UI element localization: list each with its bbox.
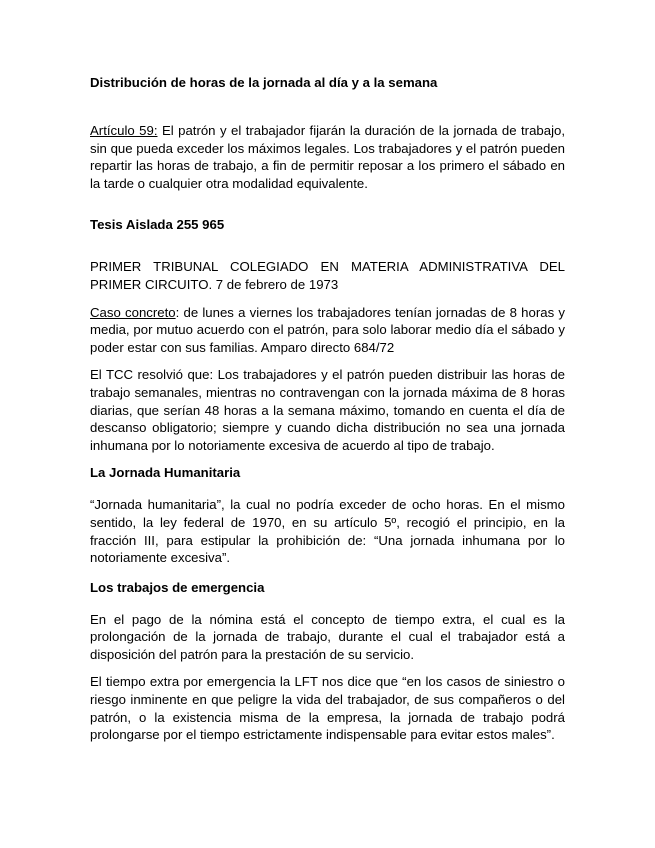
heading-jornada-humanitaria: La Jornada Humanitaria [90, 465, 241, 481]
heading-distribucion: Distribución de horas de la jornada al día y a la semana [90, 75, 438, 90]
paragraph-articulo-59 [90, 122, 565, 192]
caso-label: Caso concreto [90, 304, 176, 320]
heading-tesis-aislada: Tesis Aislada 255 965 [90, 217, 225, 233]
paragraph-tcc: El TCC resolvió que: Los trabajadores y el patrón pueden distribuir las horas de trabajo semanales, mientras no contravengan con la jornada máxima de 8 horas diarias, que serían 48 horas a la semana máximo, tomando en cuenta el día de descanso obligatorio; siempre y cuando dicha distribución no sea una jornada inhumana por lo notoriamente excesiva de acuerdo al tipo de trabajo. [90, 367, 565, 453]
paragraph-nomina: En el pago de la nómina está el concepto de tiempo extra, el cual es la prolongación de la jornada de trabajo, durante el cual el trabajador está a disposición del patrón para la prestación de su servicio. [90, 611, 565, 662]
paragraph-caso-concreto [90, 304, 565, 357]
heading-trabajos-emergencia: Los trabajos de emergencia [90, 579, 265, 595]
paragraph-tiempo-extra: El tiempo extra por emergencia la LFT nos dice que “en los casos de siniestro o riesgo inminente en que peligre la vida del trabajador, de sus compañeros o del patrón, o la existencia misma de la empresa, la jornada de trabajo podrá prolongarse por el tiempo estrictamente indispensable para evitar estos males”. [90, 674, 565, 743]
paragraph-tribunal: PRIMER TRIBUNAL COLEGIADO EN MATERIA ADMINISTRATIVA DEL PRIMER CIRCUITO. 7 de febrero de 1973 [90, 259, 565, 292]
paragraph-humanitaria: “Jornada humanitaria”, la cual no podría exceder de ocho horas. En el mismo sentido, la ley federal de 1970, en su artículo 5º, recogió el principio, en la fracción III, para estipular la prohibición de: “Una jornada inhumana por lo notoriamente excesiva”. [90, 497, 565, 566]
caso-text: : de lunes a viernes los trabajadores tenían jornadas de 8 horas y media, por mutuo acuerdo con el patrón, para solo laborar medio día el sábado y poder estar con sus familias. Amparo directo 684/72 [90, 304, 565, 355]
articulo-text: El patrón y el trabajador fijarán la duración de la jornada de trabajo, sin que pueda exceder los máximos legales. Los trabajadores y el patrón pueden repartir las horas de trabajo, a fin de permitir reposar a los primero el sábado en la tarde o cualquier otra modalidad equivalente. [90, 123, 565, 191]
articulo-label: Artículo 59: [90, 123, 158, 138]
